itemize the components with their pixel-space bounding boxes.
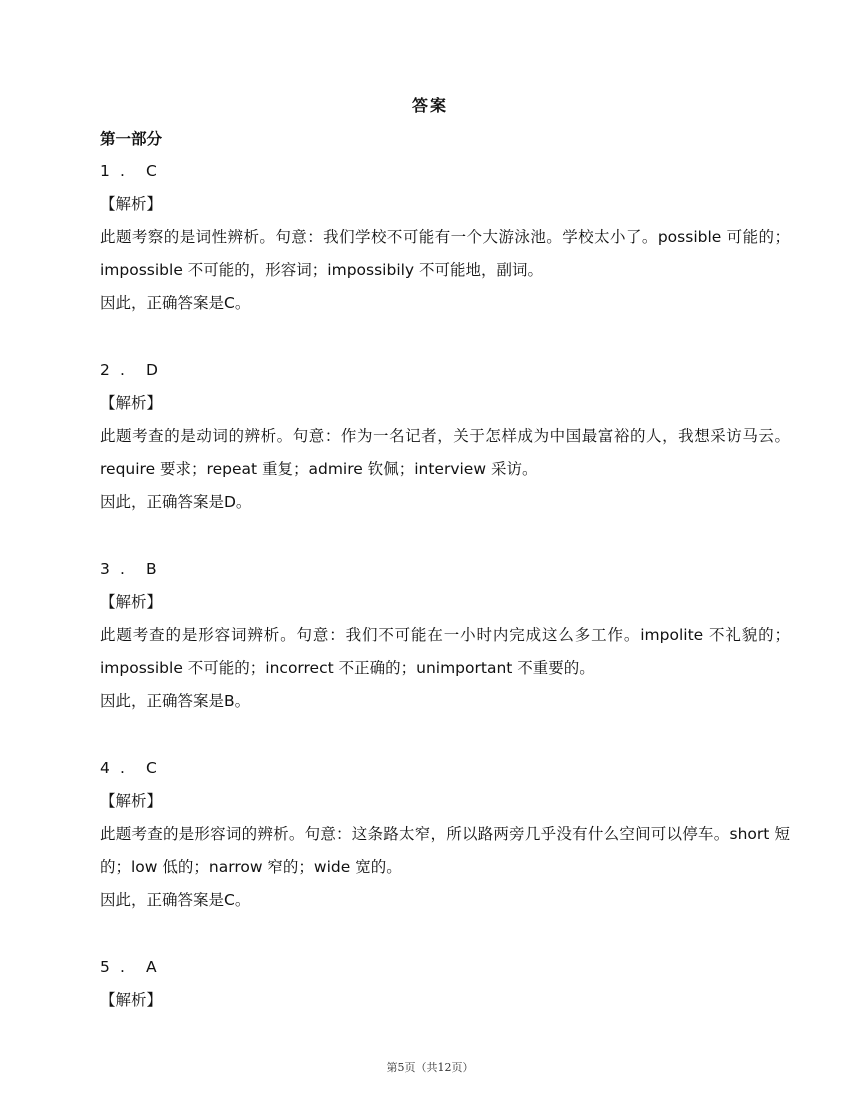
question-dot: . bbox=[120, 560, 125, 578]
question-dot: . bbox=[120, 162, 125, 180]
question-answer-line bbox=[100, 354, 790, 387]
question-number: 4 bbox=[100, 759, 110, 777]
conclusion-text: 因此，正确答案是C。 bbox=[100, 891, 251, 909]
question-dot: . bbox=[120, 361, 125, 379]
question-answer-line bbox=[100, 951, 790, 984]
question-answer: A bbox=[146, 958, 157, 976]
question-dot: . bbox=[120, 759, 125, 777]
question-item bbox=[100, 354, 790, 519]
analysis-text: 此题考察的是词性辨析。句意：我们学校不可能有一个大游泳池。学校太小了。possible 可能的；impossible 不可能的，形容词；impossibily 不可能地，副词。 bbox=[100, 228, 790, 279]
page-title: 答案 bbox=[411, 96, 448, 115]
analysis-text: 此题考查的是动词的辨析。句意：作为一名记者，关于怎样成为中国最富裕的人，我想采访马云。require 要求；repeat 重复；admire 钦佩；interview 采访。 bbox=[100, 427, 790, 478]
question-answer: D bbox=[146, 361, 158, 379]
answer-content bbox=[100, 124, 790, 1051]
question-answer: C bbox=[146, 759, 157, 777]
analysis-tag: 【解析】 bbox=[100, 394, 163, 412]
question-item bbox=[100, 553, 790, 718]
question-number: 1 bbox=[100, 162, 110, 180]
section-title: 第一部分 bbox=[100, 130, 163, 148]
question-answer-line bbox=[100, 752, 790, 785]
question-answer-line bbox=[100, 155, 790, 188]
question-number: 5 bbox=[100, 958, 110, 976]
question-item bbox=[100, 752, 790, 917]
analysis-tag: 【解析】 bbox=[100, 593, 163, 611]
question-answer: C bbox=[146, 162, 157, 180]
question-number: 3 bbox=[100, 560, 110, 578]
analysis-tag: 【解析】 bbox=[100, 792, 163, 810]
question-answer: B bbox=[146, 560, 157, 578]
question-answer-line bbox=[100, 553, 790, 586]
analysis-text: 此题考查的是形容词辨析。句意：我们不可能在一小时内完成这么多工作。impolite 不礼貌的；impossible 不可能的；incorrect 不正确的；unimportant 不重要的。 bbox=[100, 626, 790, 677]
analysis-tag: 【解析】 bbox=[100, 195, 163, 213]
conclusion-text: 因此，正确答案是D。 bbox=[100, 493, 252, 511]
question-dot: . bbox=[120, 958, 125, 976]
question-item bbox=[100, 951, 790, 1017]
conclusion-text: 因此，正确答案是C。 bbox=[100, 294, 251, 312]
question-number: 2 bbox=[100, 361, 110, 379]
analysis-tag: 【解析】 bbox=[100, 991, 163, 1009]
analysis-text: 此题考查的是形容词的辨析。句意：这条路太窄，所以路两旁几乎没有什么空间可以停车。short 短的；low 低的；narrow 窄的；wide 宽的。 bbox=[100, 825, 790, 876]
question-item bbox=[100, 155, 790, 320]
page-footer: 第5页（共12页） bbox=[386, 1061, 474, 1074]
conclusion-text: 因此，正确答案是B。 bbox=[100, 692, 251, 710]
